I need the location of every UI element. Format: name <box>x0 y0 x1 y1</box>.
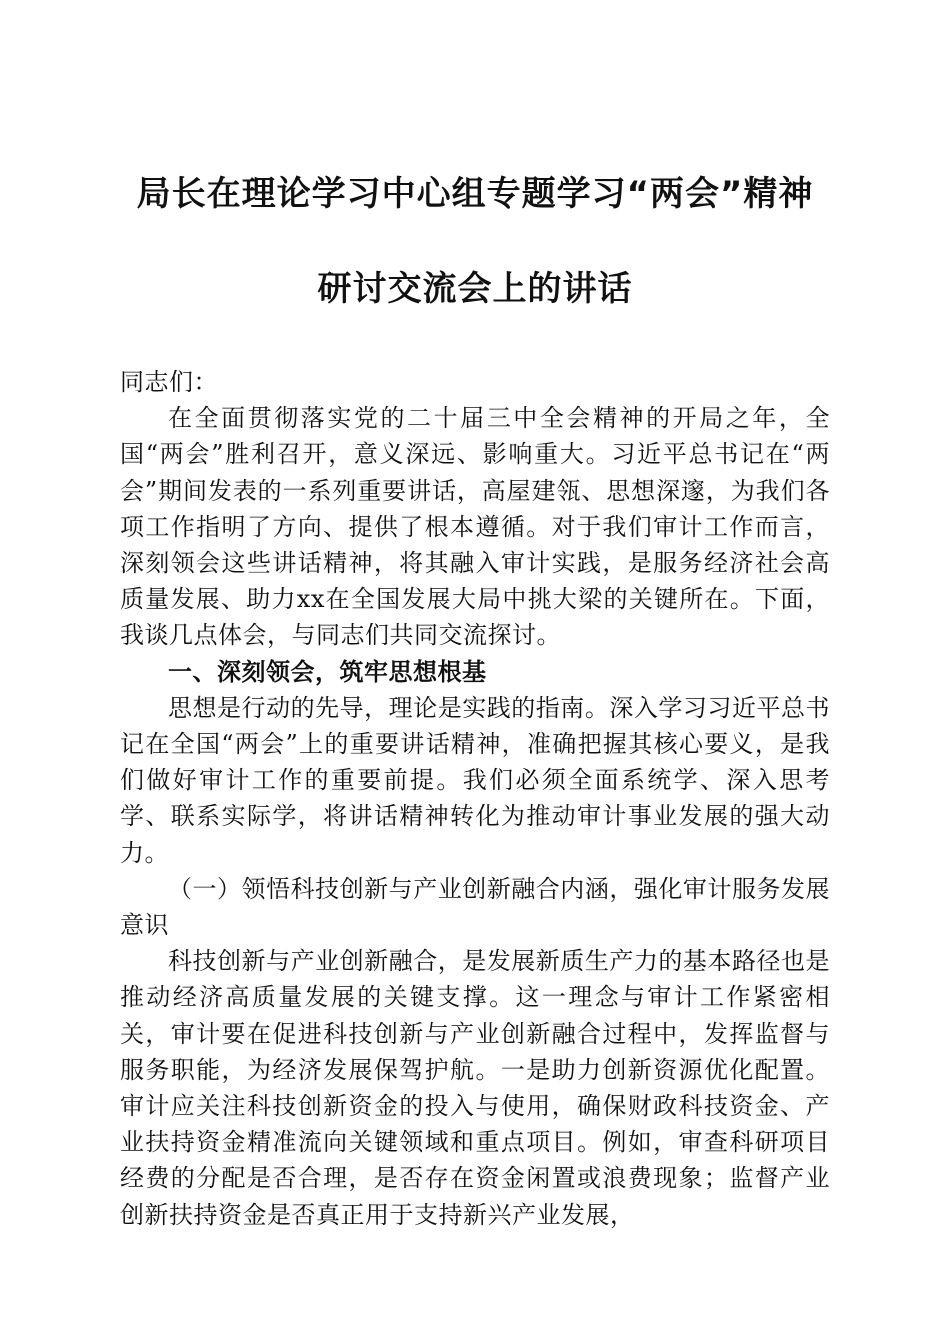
section-1-paragraph: 思想是行动的先导，理论是实践的指南。深入学习习近平总书记在全国“两会”上的重要讲话精神，准确把握其核心要义，是我们做好审计工作的重要前提。我们必须全面系统学、深入思考学、联系实际学，将讲话精神转化为推动审计事业发展的强大动力。 <box>120 693 830 867</box>
greeting: 同志们： <box>120 368 218 396</box>
subsection-1-paragraph: 科技创新与产业创新融合，是发展新质生产力的基本路径也是推动经济高质量发展的关键支撑。这一理念与审计工作紧密相关，审计要在促进科技创新与产业创新融合过程中，发挥监督与服务职能，为经济发展保驾护航。一是助力创新资源优化配置。审计应关注科技创新资金的投入与使用，确保财政科技资金、产业扶持资金精准流向关键领域和重点项目。例如，审查科研项目经费的分配是否合理，是否存在资金闲置或浪费现象；监督产业创新扶持资金是否真正用于支持新兴产业发展， <box>120 947 830 1229</box>
document-title-line-2: 研讨交流会上的讲话 <box>317 269 633 309</box>
document-title-line-1: 局长在理论学习中心组专题学习“两会”精神 <box>136 174 814 214</box>
intro-paragraph: 在全面贯彻落实党的二十届三中全会精神的开局之年，全国“两会”胜利召开，意义深远、影响重大。习近平总书记在“两会”期间发表的一系列重要讲话，高屋建瓴、思想深邃，为我们各项工作指明了方向、提供了根本遵循。对于我们审计工作而言，深刻领会这些讲话精神，将其融入审计实践，是服务经济社会高质量发展、助力xx在全国发展大局中挑大梁的关键所在。下面，我谈几点体会，与同志们共同交流探讨。 <box>120 404 830 650</box>
document-body <box>120 364 830 1233</box>
section-heading-1: 一、深刻领会，筑牢思想根基 <box>168 657 487 686</box>
subsection-heading-1: （一）领悟科技创新与产业创新融合内涵，强化审计服务发展意识 <box>120 874 830 940</box>
